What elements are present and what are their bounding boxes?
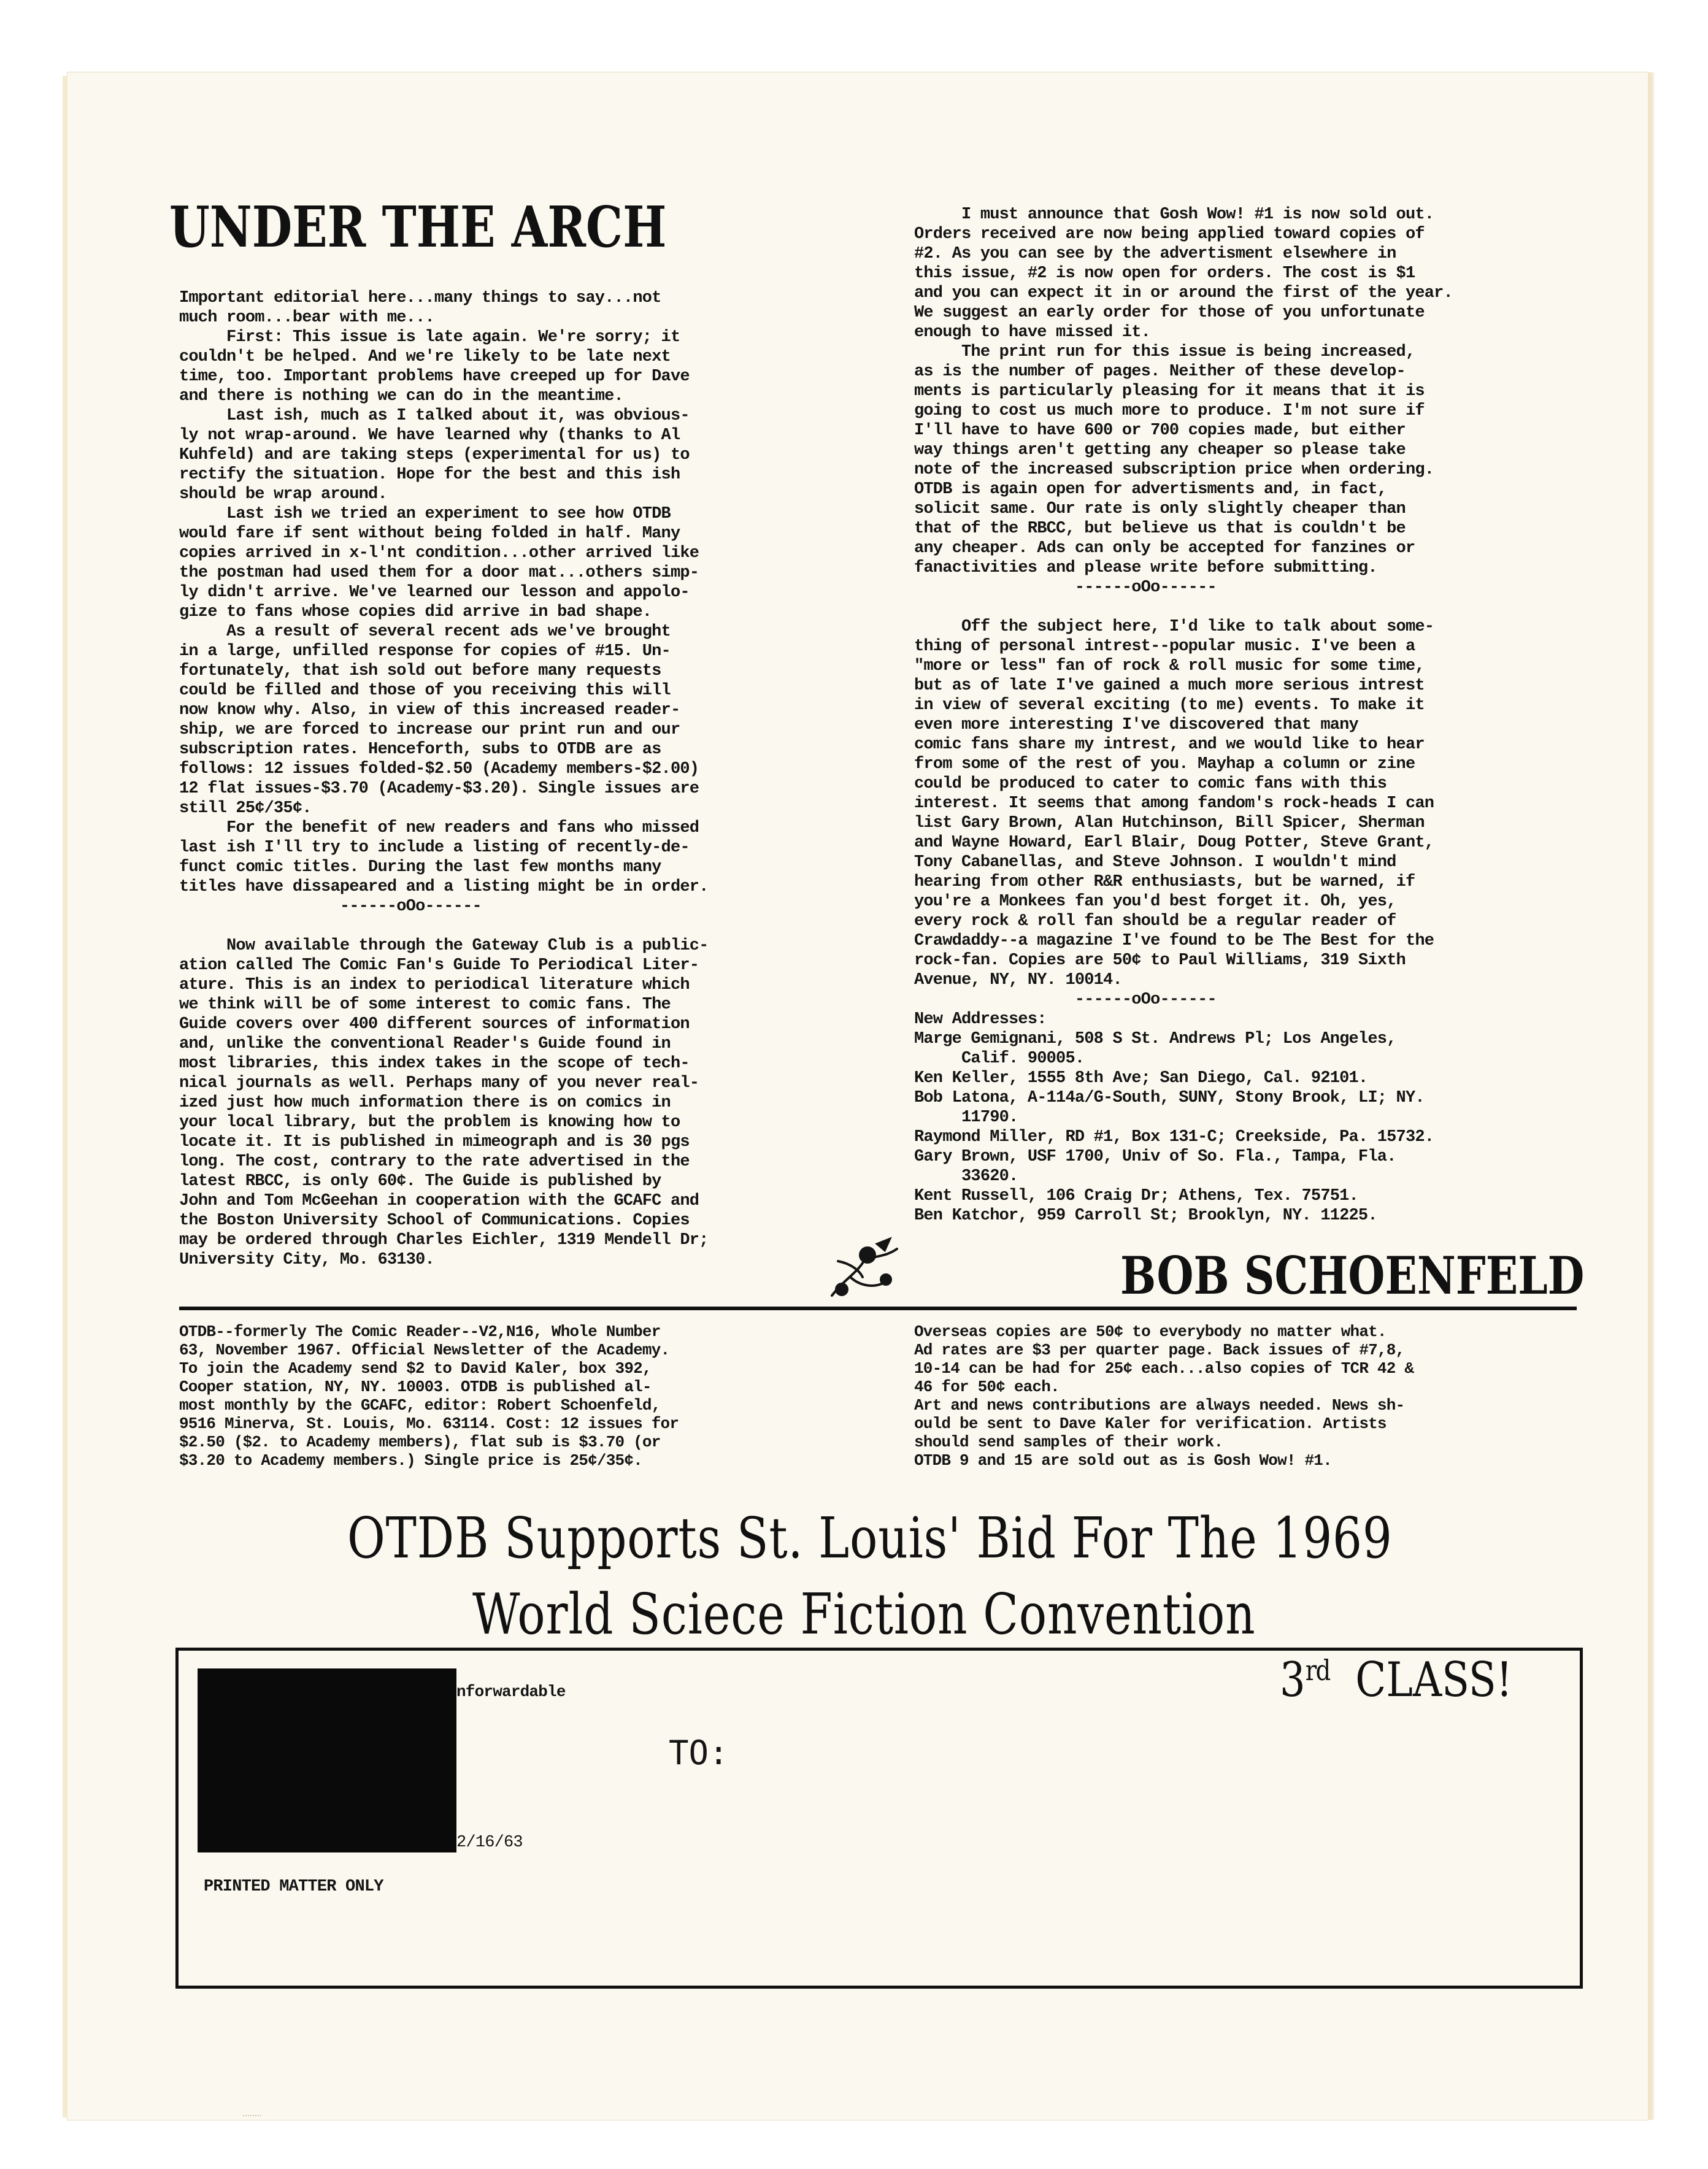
- colophon-right-line: ould be sent to Dave Kaler for verification. Artists: [914, 1415, 1387, 1433]
- right-column-line: list Gary Brown, Alan Hutchinson, Bill Spicer, Sherman: [914, 814, 1425, 832]
- right-column-line: from some of the rest of you. Mayhap a column or zine: [914, 755, 1415, 774]
- left-column-line: copies arrived in x-l'nt condition...other arrived like: [179, 544, 699, 562]
- section-divider: [179, 1307, 1577, 1310]
- left-column-line: ized just how much information there is on comics in: [179, 1094, 671, 1112]
- colophon-right-line: Art and news contributions are always needed. News sh-: [914, 1396, 1405, 1415]
- left-column-line: As a result of several recent ads we've brought: [179, 623, 671, 641]
- right-column-line: Ben Katchor, 959 Carroll St; Brooklyn, NY. 11225.: [914, 1207, 1377, 1225]
- left-column-line: last ish I'll try to include a listing of recently-de-: [179, 839, 690, 857]
- right-column-text: [914, 205, 1453, 1226]
- right-column-line: Kent Russell, 106 Craig Dr; Athens, Tex. 75751.: [914, 1187, 1358, 1205]
- redacted-return-address: [198, 1668, 456, 1852]
- right-column-line: The print run for this issue is being increased,: [914, 343, 1415, 361]
- colophon-left: [179, 1323, 679, 1470]
- left-column-line: Last ish we tried an experiment to see how OTDB: [179, 505, 671, 523]
- right-column-line: that of the RBCC, but believe us that is couldn't be: [914, 520, 1406, 538]
- left-column-line: the Boston University School of Communications. Copies: [179, 1211, 690, 1230]
- left-column-line: your local library, but the problem is knowing how to: [179, 1113, 680, 1132]
- left-column-line: still 25¢/35¢.: [179, 799, 312, 818]
- right-column-line: could be produced to cater to comic fans with this: [914, 775, 1387, 793]
- worldcon-banner-line-1: OTDB Supports St. Louis' Bid For The 1969: [347, 1505, 1393, 1571]
- right-column-line: note of the increased subscription price when ordering.: [914, 461, 1434, 479]
- class-word: CLASS!: [1355, 1653, 1513, 1708]
- left-column-line: most libraries, this index takes in the scope of tech-: [179, 1054, 690, 1073]
- right-column-line: "more or less" fan of rock & roll music for some time,: [914, 657, 1425, 675]
- left-column-line: ation called The Comic Fan's Guide To Periodical Liter-: [179, 956, 699, 975]
- right-column-line: Gary Brown, USF 1700, Univ of So. Fla., Tampa, Fla.: [914, 1148, 1396, 1166]
- right-column-line: fanactivities and please write before submitting.: [914, 559, 1377, 577]
- right-column-line: but as of late I've gained a much more serious intrest: [914, 677, 1425, 695]
- right-column-line: Marge Gemignani, 508 S St. Andrews Pl; Los Angeles,: [914, 1030, 1396, 1048]
- right-column-line: Orders received are now being applied toward copies of: [914, 225, 1425, 244]
- class-ordinal: rd: [1305, 1654, 1330, 1687]
- colophon-left-line: Cooper station, NY, NY. 10003. OTDB is published al-: [179, 1378, 652, 1396]
- left-column-line: in a large, unfilled response for copies of #15. Un-: [179, 642, 671, 661]
- right-column-line: and Wayne Howard, Earl Blair, Doug Potter, Steve Grant,: [914, 834, 1434, 852]
- right-column-line: I'll have to have 600 or 700 copies made, but either: [914, 421, 1406, 440]
- right-column-line: way things aren't getting any cheaper so please take: [914, 441, 1406, 459]
- right-column-line: comic fans share my intrest, and we would like to hear: [914, 735, 1425, 754]
- figure-doodle-icon: [826, 1237, 903, 1304]
- left-column-line: should be wrap around.: [179, 485, 387, 504]
- left-column-line: now know why. Also, in view of this increased reader-: [179, 701, 680, 720]
- left-column-line: Guide covers over 400 different sources of information: [179, 1015, 690, 1034]
- left-column-line: ly not wrap-around. We have learned why (thanks to Al: [179, 426, 680, 445]
- colophon-left-line: $3.20 to Academy members.) Single price is 25¢/35¢.: [179, 1451, 642, 1470]
- right-column-line: even more interesting I've discovered that many: [914, 716, 1358, 734]
- right-column-line: solicit same. Our rate is only slightly cheaper than: [914, 500, 1406, 518]
- right-column-line: hearing from other R&R enthusiasts, but be warned, if: [914, 873, 1415, 891]
- right-column-line: #2. As you can see by the advertisment elsewhere in: [914, 245, 1396, 263]
- left-column-line: nical journals as well. Perhaps many of you never real-: [179, 1074, 699, 1092]
- left-column-line: John and Tom McGeehan in cooperation with the GCAFC and: [179, 1192, 699, 1210]
- right-column-line: interest. It seems that among fandom's rock-heads I can: [914, 794, 1434, 813]
- right-column-line: and you can expect it in or around the first of the year.: [914, 284, 1453, 302]
- colophon-right: [914, 1323, 1414, 1470]
- left-column-line: fortunately, that ish sold out before many requests: [179, 662, 661, 680]
- right-column-line: ments is particularly pleasing for it means that it is: [914, 382, 1425, 401]
- unforwardable-text: nforwardable: [456, 1683, 566, 1701]
- right-column-line: [914, 597, 1453, 617]
- right-column-line: every rock & roll fan should be a regular reader of: [914, 912, 1396, 931]
- left-column-line: ship, we are forced to increase our print run and our: [179, 721, 680, 739]
- page-title: UNDER THE ARCH: [169, 194, 667, 260]
- right-column-line: 33620.: [914, 1167, 1018, 1186]
- left-column-line: titles have dissapeared and a listing might be in order.: [179, 878, 709, 896]
- third-class-stamp: [1280, 1653, 1512, 1708]
- right-column-line: I must announce that Gosh Wow! #1 is now sold out.: [914, 205, 1434, 224]
- right-column-line: We suggest an early order for those of you unfortunate: [914, 304, 1425, 322]
- left-column-line: much room...bear with me...: [179, 309, 434, 327]
- colophon-right-line: Ad rates are $3 per quarter page. Back issues of #7,8,: [914, 1341, 1405, 1359]
- colophon-left-line: $2.50 ($2. to Academy members), flat sub is $3.70 (or: [179, 1433, 661, 1451]
- colophon-left-line: 63, November 1967. Official Newsletter of the Academy.: [179, 1341, 670, 1359]
- right-column-line: enough to have missed it.: [914, 323, 1151, 342]
- colophon-left-line: To join the Academy send $2 to David Kaler, box 392,: [179, 1359, 652, 1378]
- left-column-line: ature. This is an index to periodical literature which: [179, 976, 690, 994]
- left-column-line: may be ordered through Charles Eichler, 1319 Mendell Dr;: [179, 1231, 709, 1250]
- right-column-line: OTDB is again open for advertisments and, in fact,: [914, 480, 1387, 499]
- left-column-line: follows: 12 issues folded-$2.50 (Academy members-$2.00): [179, 760, 699, 778]
- left-column-line: ly didn't arrive. We've learned our lesson and appolo-: [179, 583, 690, 602]
- right-column-line: in view of several exciting (to me) events. To make it: [914, 696, 1425, 715]
- left-column-line: rectify the situation. Hope for the best and this ish: [179, 466, 680, 484]
- left-column-line: 12 flat issues-$3.70 (Academy-$3.20). Single issues are: [179, 780, 699, 798]
- date-fragment: 2/16/63: [456, 1833, 523, 1852]
- left-column-line: and there is nothing we can do in the meantime.: [179, 387, 623, 405]
- left-column-line: couldn't be helped. And we're likely to be late next: [179, 348, 671, 366]
- right-column-line: Tony Cabanellas, and Steve Johnson. I wouldn't mind: [914, 853, 1396, 872]
- page-footnote-mark: [243, 2110, 261, 2116]
- left-column-line: Important editorial here...many things to say...not: [179, 289, 661, 307]
- colophon-right-line: 10-14 can be had for 25¢ each...also copies of TCR 42 &: [914, 1359, 1414, 1378]
- left-column-line: University City, Mo. 63130.: [179, 1251, 434, 1269]
- left-column-line: ------oOo------: [179, 897, 482, 916]
- right-column-line: ------oOo------: [914, 578, 1217, 597]
- colophon-right-line: 46 for 50¢ each.: [914, 1378, 1060, 1396]
- right-column-line: Raymond Miller, RD #1, Box 131-C; Creekside, Pa. 15732.: [914, 1128, 1434, 1146]
- colophon-left-line: 9516 Minerva, St. Louis, Mo. 63114. Cost: 12 issues for: [179, 1415, 679, 1433]
- class-number: 3: [1280, 1653, 1306, 1708]
- left-column-line: latest RBCC, is only 60¢. The Guide is published by: [179, 1172, 661, 1191]
- worldcon-banner-line-2: World Sciece Fiction Convention: [472, 1581, 1256, 1647]
- right-column-line: Calif. 90005.: [914, 1050, 1085, 1068]
- colophon-right-line: Overseas copies are 50¢ to everybody no matter what.: [914, 1323, 1387, 1341]
- colophon-right-line: OTDB 9 and 15 are sold out as is Gosh Wow! #1.: [914, 1451, 1332, 1470]
- right-column-line: any cheaper. Ads can only be accepted for fanzines or: [914, 539, 1415, 558]
- left-column-line: First: This issue is late again. We're sorry; it: [179, 328, 680, 347]
- printed-matter-label: PRINTED MATTER ONLY: [204, 1878, 383, 1896]
- left-column-line: could be filled and those of you receiving this will: [179, 681, 671, 700]
- right-column-line: as is the number of pages. Neither of these develop-: [914, 363, 1406, 381]
- left-column-line: the postman had used them for a door mat...others simp-: [179, 564, 699, 582]
- left-column-line: we think will be of some interest to comic fans. The: [179, 996, 671, 1014]
- left-column-line: locate it. It is published in mimeograph and is 30 pgs: [179, 1133, 690, 1151]
- right-column-line: Off the subject here, I'd like to talk about some-: [914, 618, 1434, 636]
- right-column-line: rock-fan. Copies are 50¢ to Paul Williams, 319 Sixth: [914, 951, 1406, 970]
- right-column-line: 11790.: [914, 1108, 1018, 1127]
- right-column-line: Crawdaddy--a magazine I've found to be The Best for the: [914, 932, 1434, 950]
- left-column-line: Now available through the Gateway Club is a public-: [179, 937, 709, 955]
- left-column-line: long. The cost, contrary to the rate advertised in the: [179, 1153, 690, 1171]
- right-column-line: going to cost us much more to produce. I'm not sure if: [914, 402, 1425, 420]
- author-signature: BOB SCHOENFELD: [1120, 1245, 1585, 1306]
- left-column-line: For the benefit of new readers and fans who missed: [179, 819, 699, 837]
- left-column-text: [179, 288, 709, 1270]
- left-column-line: funct comic titles. During the last few months many: [179, 858, 661, 877]
- colophon-right-line: should send samples of their work.: [914, 1433, 1223, 1451]
- right-column-line: ------oOo------: [914, 991, 1217, 1009]
- left-column-line: Kuhfeld) and are taking steps (experimental for us) to: [179, 446, 690, 464]
- right-column-line: you're a Monkees fan you'd best forget it. Oh, yes,: [914, 893, 1396, 911]
- right-column-line: thing of personal intrest--popular music. I've been a: [914, 637, 1415, 656]
- right-column-line: Avenue, NY, NY. 10014.: [914, 971, 1122, 989]
- left-column-line: and, unlike the conventional Reader's Guide found in: [179, 1035, 671, 1053]
- left-column-line: gize to fans whose copies did arrive in bad shape.: [179, 603, 652, 621]
- to-label: TO:: [669, 1733, 729, 1772]
- left-column-line: Last ish, much as I talked about it, was obvious-: [179, 407, 690, 425]
- right-column-line: New Addresses:: [914, 1010, 1047, 1029]
- colophon-left-line: OTDB--formerly The Comic Reader--V2,N16, Whole Number: [179, 1323, 661, 1341]
- colophon-left-line: most monthly by the GCAFC, editor: Robert Schoenfeld,: [179, 1396, 661, 1415]
- right-column-line: this issue, #2 is now open for orders. The cost is $1: [914, 264, 1415, 283]
- right-column-line: Ken Keller, 1555 8th Ave; San Diego, Cal. 92101.: [914, 1069, 1368, 1088]
- right-column-line: Bob Latona, A-114a/G-South, SUNY, Stony Brook, LI; NY.: [914, 1089, 1425, 1107]
- left-column-line: [179, 916, 709, 936]
- left-column-line: time, too. Important problems have creeped up for Dave: [179, 367, 690, 386]
- left-column-line: would fare if sent without being folded in half. Many: [179, 524, 680, 543]
- left-column-line: subscription rates. Henceforth, subs to OTDB are as: [179, 740, 661, 759]
